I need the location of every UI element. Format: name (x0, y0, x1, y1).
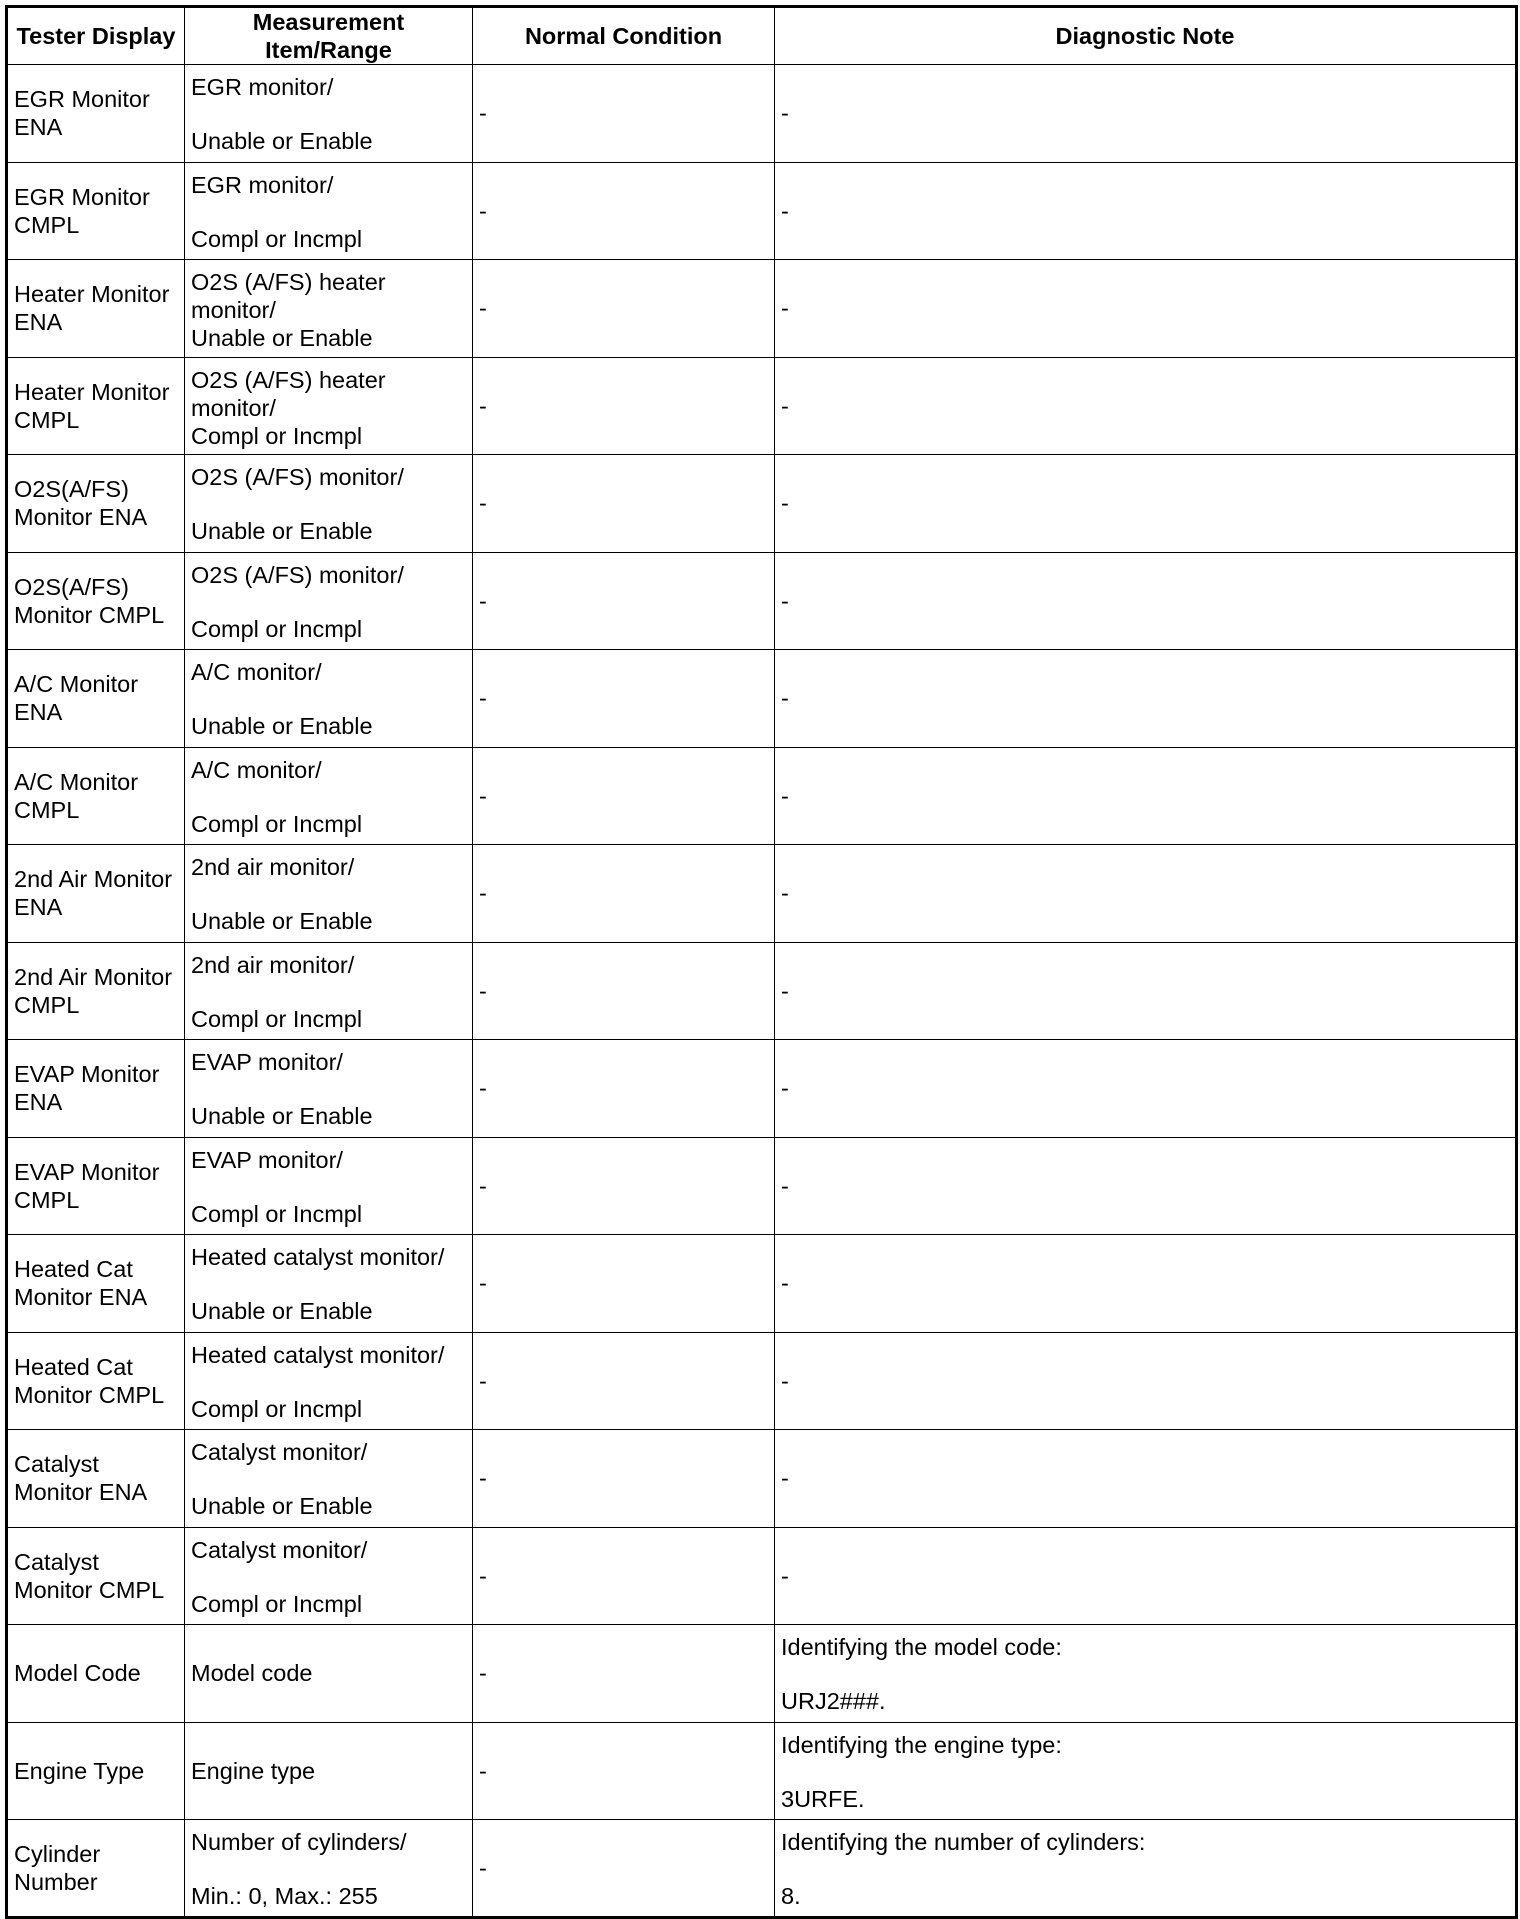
normal-condition-text: - (479, 100, 487, 127)
tester-display-text: Cylinder Number (14, 1840, 101, 1895)
measurement-item-cell (185, 1137, 473, 1235)
diagnostic-note-cell (775, 1820, 1517, 1918)
measurement-item-text: Catalyst monitor/ (191, 1536, 368, 1563)
measurement-range-text: Compl or Incmpl (191, 225, 363, 252)
table-row (7, 650, 1517, 748)
tester-display-text: O2S(A/FS) Monitor ENA (14, 476, 148, 531)
measurement-item-text: EGR monitor/ (191, 171, 334, 198)
tester-display-cell (7, 357, 185, 455)
header-diagnostic-note: Diagnostic Note (775, 7, 1517, 65)
table-row (7, 1235, 1517, 1333)
tester-display-cell (7, 260, 185, 358)
diagnostic-note-text: - (781, 880, 789, 907)
diagnostic-note-cell (775, 1235, 1517, 1333)
diagnostic-note-cell (775, 1527, 1517, 1625)
normal-condition-cell (473, 1722, 775, 1820)
tester-display-cell (7, 1040, 185, 1138)
document-page (5, 5, 1515, 1909)
measurement-item-text: Heated catalyst monitor/ (191, 1244, 445, 1271)
table-header-row (7, 7, 1517, 65)
table-row (7, 1040, 1517, 1138)
normal-condition-cell (473, 1040, 775, 1138)
measurement-item-text: EGR monitor/ (191, 74, 334, 101)
normal-condition-cell (473, 65, 775, 163)
normal-condition-cell (473, 162, 775, 260)
header-normal-condition: Normal Condition (473, 7, 775, 65)
measurement-range-text: Unable or Enable (191, 908, 373, 935)
diagnostic-note-text: - (781, 1270, 789, 1297)
measurement-range-text: Compl or Incmpl (191, 1395, 363, 1422)
tester-display-cell (7, 65, 185, 163)
header-measurement-item: Measurement Item/Range (185, 7, 473, 65)
tester-display-text: Model Code (14, 1660, 141, 1687)
tester-display-text: EVAP Monitor CMPL (14, 1158, 160, 1213)
measurement-item-cell (185, 552, 473, 650)
normal-condition-cell (473, 1137, 775, 1235)
measurement-item-cell (185, 1332, 473, 1430)
tester-display-text: EGR Monitor CMPL (14, 183, 150, 238)
measurement-item-cell (185, 65, 473, 163)
diagnostic-note-text: - (781, 392, 789, 419)
measurement-range-text: Compl or Incmpl (191, 810, 363, 837)
diagnostic-note-cell (775, 65, 1517, 163)
diagnostic-note-cell (775, 845, 1517, 943)
diagnostic-note-text: - (781, 1367, 789, 1394)
table-row (7, 1820, 1517, 1918)
normal-condition-cell (473, 845, 775, 943)
diagnostic-note-cell (775, 455, 1517, 553)
tester-display-text: 2nd Air Monitor ENA (14, 866, 173, 921)
normal-condition-cell (473, 1820, 775, 1918)
tester-display-text: A/C Monitor ENA (14, 671, 139, 726)
normal-condition-cell (473, 357, 775, 455)
diagnostic-note-cell (775, 1137, 1517, 1235)
table-row (7, 1722, 1517, 1820)
measurement-item-cell (185, 1430, 473, 1528)
measurement-item-text: O2S (A/FS) monitor/ (191, 561, 404, 588)
diagnostic-note-text: - (781, 295, 789, 322)
tester-display-text: O2S(A/FS) Monitor CMPL (14, 573, 165, 628)
diagnostic-note-text: - (781, 1562, 789, 1589)
diagnostic-note-cell (775, 650, 1517, 748)
diagnostic-note-value: 8. (781, 1882, 801, 1909)
measurement-range-text: Unable or Enable (191, 518, 373, 545)
diagnostic-note-cell (775, 357, 1517, 455)
measurement-range-text: Compl or Incmpl (191, 1005, 363, 1032)
table-row (7, 1430, 1517, 1528)
measurement-item-text: Catalyst monitor/ (191, 1439, 368, 1466)
normal-condition-text: - (479, 490, 487, 517)
measurement-item-cell (185, 1527, 473, 1625)
measurement-range-text: Unable or Enable (191, 1298, 373, 1325)
normal-condition-cell (473, 552, 775, 650)
tester-display-text: EVAP Monitor ENA (14, 1061, 160, 1116)
measurement-item-cell (185, 1625, 473, 1723)
tester-display-text: Heater Monitor ENA (14, 281, 170, 336)
measurement-range-text: Compl or Incmpl (191, 615, 363, 642)
tester-display-text: EGR Monitor ENA (14, 86, 150, 141)
normal-condition-text: - (479, 1172, 487, 1199)
diagnostic-note-cell (775, 942, 1517, 1040)
table-row (7, 260, 1517, 358)
table-row (7, 1625, 1517, 1723)
data-list-table (5, 5, 1518, 1919)
tester-display-text: Engine Type (14, 1757, 145, 1784)
measurement-item-cell (185, 1722, 473, 1820)
normal-condition-text: - (479, 295, 487, 322)
measurement-range-text: Unable or Enable (191, 713, 373, 740)
diagnostic-note-value: URJ2###. (781, 1688, 886, 1715)
normal-condition-text: - (479, 1854, 487, 1881)
table-row (7, 455, 1517, 553)
measurement-item-cell (185, 1040, 473, 1138)
measurement-item-cell (185, 942, 473, 1040)
normal-condition-text: - (479, 587, 487, 614)
measurement-range-text: Compl or Incmpl (191, 422, 363, 449)
diagnostic-note-text: - (781, 587, 789, 614)
normal-condition-text: - (479, 1562, 487, 1589)
tester-display-cell (7, 747, 185, 845)
measurement-item-cell (185, 162, 473, 260)
normal-condition-text: - (479, 782, 487, 809)
normal-condition-text: - (479, 880, 487, 907)
measurement-item-text: O2S (A/FS) heater monitor/ (191, 366, 386, 421)
measurement-item-text: EVAP monitor/ (191, 1146, 343, 1173)
normal-condition-cell (473, 1527, 775, 1625)
tester-display-cell (7, 1430, 185, 1528)
normal-condition-text: - (479, 1757, 487, 1784)
normal-condition-cell (473, 260, 775, 358)
measurement-item-text: Heated catalyst monitor/ (191, 1341, 445, 1368)
diagnostic-note-text: Identifying the number of cylinders: (781, 1828, 1146, 1855)
diagnostic-note-cell (775, 260, 1517, 358)
table-row (7, 1527, 1517, 1625)
table-row (7, 1137, 1517, 1235)
table-row (7, 845, 1517, 943)
tester-display-cell (7, 650, 185, 748)
normal-condition-text: - (479, 197, 487, 224)
diagnostic-note-text: - (781, 977, 789, 1004)
normal-condition-text: - (479, 1465, 487, 1492)
tester-display-cell (7, 162, 185, 260)
tester-display-text: Catalyst Monitor CMPL (14, 1548, 165, 1603)
measurement-range-text: Compl or Incmpl (191, 1590, 363, 1617)
measurement-item-text: A/C monitor/ (191, 659, 322, 686)
measurement-range-text: Unable or Enable (191, 1103, 373, 1130)
normal-condition-cell (473, 650, 775, 748)
normal-condition-cell (473, 747, 775, 845)
measurement-item-text: O2S (A/FS) monitor/ (191, 464, 404, 491)
diagnostic-note-cell (775, 552, 1517, 650)
normal-condition-cell (473, 1430, 775, 1528)
normal-condition-cell (473, 942, 775, 1040)
measurement-item-cell (185, 260, 473, 358)
tester-display-text: Heated Cat Monitor CMPL (14, 1353, 165, 1408)
tester-display-cell (7, 1625, 185, 1723)
table-row (7, 552, 1517, 650)
normal-condition-text: - (479, 1660, 487, 1687)
measurement-range-text: Unable or Enable (191, 128, 373, 155)
diagnostic-note-cell (775, 747, 1517, 845)
table-row (7, 747, 1517, 845)
tester-display-cell (7, 1722, 185, 1820)
measurement-item-text: Number of cylinders/ (191, 1828, 407, 1855)
tester-display-text: 2nd Air Monitor CMPL (14, 963, 173, 1018)
tester-display-text: Catalyst Monitor ENA (14, 1451, 148, 1506)
tester-display-text: A/C Monitor CMPL (14, 768, 139, 823)
measurement-range-text: Unable or Enable (191, 1493, 373, 1520)
measurement-item-text: A/C monitor/ (191, 756, 322, 783)
tester-display-cell (7, 845, 185, 943)
normal-condition-text: - (479, 685, 487, 712)
measurement-item-cell (185, 650, 473, 748)
header-tester-display: Tester Display (7, 7, 185, 65)
normal-condition-text: - (479, 392, 487, 419)
tester-display-text: Heater Monitor CMPL (14, 378, 170, 433)
tester-display-cell (7, 1527, 185, 1625)
tester-display-cell (7, 1137, 185, 1235)
table-row (7, 1332, 1517, 1430)
diagnostic-note-value: 3URFE. (781, 1785, 865, 1812)
measurement-range-text: Unable or Enable (191, 325, 373, 352)
measurement-range-text: Min.: 0, Max.: 255 (191, 1882, 378, 1909)
diagnostic-note-text: - (781, 685, 789, 712)
diagnostic-note-cell (775, 1722, 1517, 1820)
diagnostic-note-cell (775, 162, 1517, 260)
normal-condition-cell (473, 1235, 775, 1333)
measurement-item-cell (185, 1820, 473, 1918)
normal-condition-cell (473, 1332, 775, 1430)
diagnostic-note-cell (775, 1430, 1517, 1528)
table-row (7, 942, 1517, 1040)
normal-condition-cell (473, 455, 775, 553)
normal-condition-text: - (479, 1270, 487, 1297)
diagnostic-note-text: - (781, 1075, 789, 1102)
tester-display-cell (7, 1332, 185, 1430)
tester-display-cell (7, 1820, 185, 1918)
measurement-item-text: EVAP monitor/ (191, 1049, 343, 1076)
diagnostic-note-text: - (781, 197, 789, 224)
tester-display-cell (7, 455, 185, 553)
table-row (7, 65, 1517, 163)
measurement-item-text: 2nd air monitor/ (191, 854, 355, 881)
diagnostic-note-cell (775, 1040, 1517, 1138)
tester-display-cell (7, 552, 185, 650)
measurement-item-text: O2S (A/FS) heater monitor/ (191, 269, 386, 324)
diagnostic-note-text: Identifying the model code: (781, 1634, 1062, 1661)
tester-display-text: Heated Cat Monitor ENA (14, 1256, 148, 1311)
measurement-item-cell (185, 747, 473, 845)
diagnostic-note-text: - (781, 100, 789, 127)
diagnostic-note-text: Identifying the engine type: (781, 1731, 1062, 1758)
measurement-item-cell (185, 1235, 473, 1333)
diagnostic-note-text: - (781, 782, 789, 809)
measurement-item-cell (185, 845, 473, 943)
diagnostic-note-cell (775, 1332, 1517, 1430)
diagnostic-note-text: - (781, 1172, 789, 1199)
tester-display-cell (7, 1235, 185, 1333)
normal-condition-text: - (479, 1367, 487, 1394)
table-row (7, 162, 1517, 260)
normal-condition-text: - (479, 977, 487, 1004)
diagnostic-note-text: - (781, 1465, 789, 1492)
measurement-item-cell (185, 455, 473, 553)
diagnostic-note-cell (775, 1625, 1517, 1723)
measurement-item-text: Model code (191, 1660, 313, 1687)
normal-condition-cell (473, 1625, 775, 1723)
measurement-item-text: 2nd air monitor/ (191, 951, 355, 978)
measurement-item-text: Engine type (191, 1757, 316, 1784)
measurement-item-cell (185, 357, 473, 455)
diagnostic-note-text: - (781, 490, 789, 517)
measurement-range-text: Compl or Incmpl (191, 1200, 363, 1227)
normal-condition-text: - (479, 1075, 487, 1102)
table-row (7, 357, 1517, 455)
tester-display-cell (7, 942, 185, 1040)
